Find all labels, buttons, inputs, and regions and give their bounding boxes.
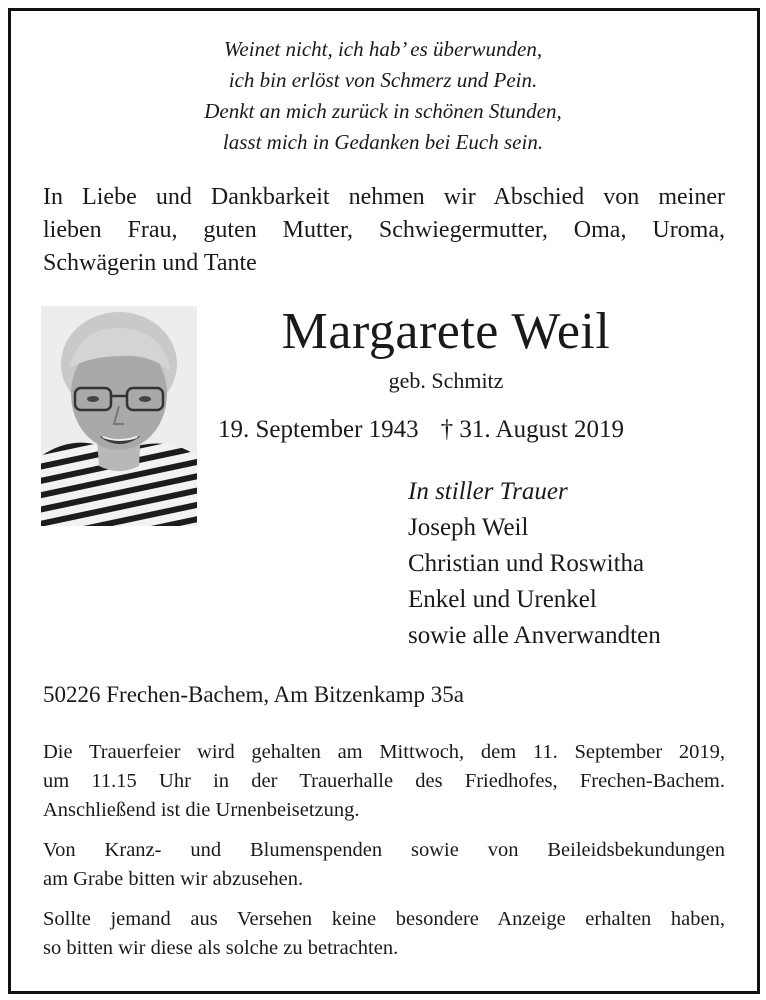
notice-line: Sollte jemand aus Versehen keine besondere Anzeige erhalten haben,: [43, 908, 725, 930]
poem-line: Denkt an mich zurück in schönen Stunden,: [204, 99, 562, 123]
mourners-block: [408, 474, 661, 654]
mourner-name: Enkel und Urenkel: [408, 586, 597, 613]
address: 50226 Frechen-Bachem, Am Bitzenkamp 35a: [43, 682, 464, 707]
intro-line: Schwägerin und Tante: [43, 250, 257, 276]
maiden-name: geb. Schmitz: [388, 368, 504, 393]
poem: [0, 34, 766, 158]
intro-text: [43, 181, 725, 280]
intro-line: lieben Frau, guten Mutter, Schwiegermutter, Oma, Uroma,: [43, 217, 725, 243]
flowers-line: Von Kranz- und Blumenspenden sowie von Beileidsbekundungen: [43, 839, 725, 861]
intro-line: In Liebe und Dankbarkeit nehmen wir Abschied von meiner: [43, 184, 725, 210]
portrait-photo: [41, 306, 197, 526]
funeral-line: Die Trauerfeier wird gehalten am Mittwoch, dem 11. September 2019,: [43, 741, 725, 763]
notice-line: so bitten wir diese als solche zu betrachten.: [43, 937, 399, 959]
poem-line: ich bin erlöst von Schmerz und Pein.: [228, 68, 538, 92]
poem-line: lasst mich in Gedanken bei Euch sein.: [222, 130, 544, 154]
mourner-name: sowie alle Anverwandten: [408, 622, 661, 649]
mourner-name: Christian und Roswitha: [408, 550, 645, 577]
funeral-paragraph: [43, 738, 725, 825]
portrait-image: [41, 306, 197, 526]
poem-line: Weinet nicht, ich hab’ es überwunden,: [223, 37, 543, 61]
funeral-line: um 11.15 Uhr in der Trauerhalle des Friedhofes, Frechen-Bachem.: [43, 770, 725, 792]
life-dates: [218, 413, 624, 447]
mourners-heading: In stiller Trauer: [408, 478, 568, 505]
funeral-line: Anschließend ist die Urnenbeisetzung.: [43, 799, 360, 821]
flowers-line: am Grabe bitten wir abzusehen.: [43, 868, 304, 890]
birth-date: 19. September 1943: [218, 416, 419, 443]
death-date: † 31. August 2019: [440, 416, 625, 443]
flowers-paragraph: [43, 836, 725, 894]
notice-paragraph: [43, 905, 725, 963]
deceased-name: Margarete Weil: [281, 303, 611, 360]
mourner-name: Joseph Weil: [408, 514, 529, 541]
